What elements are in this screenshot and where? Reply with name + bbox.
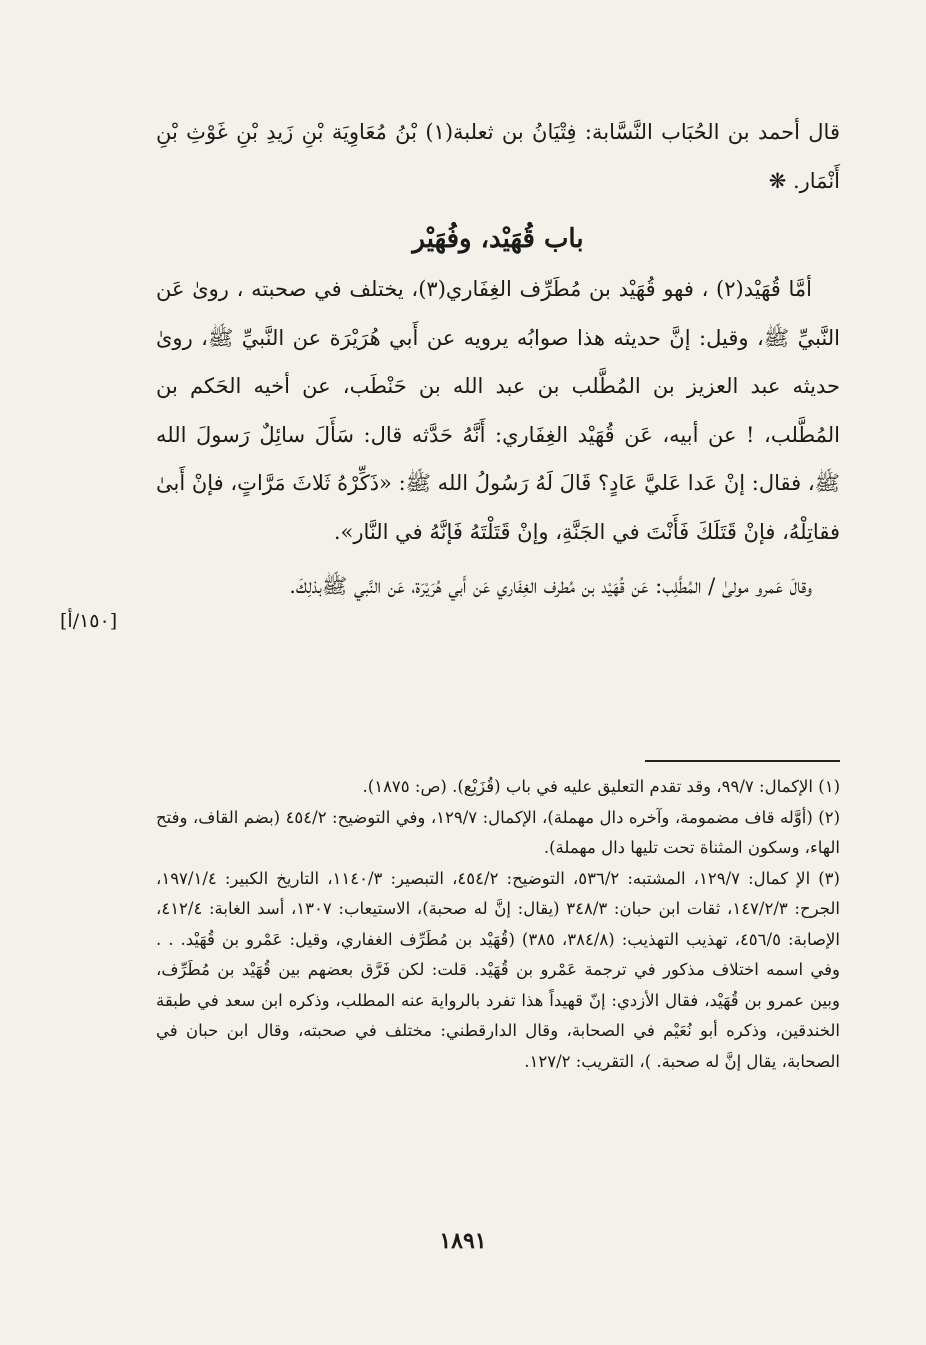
footnote-divider [645,760,840,762]
page-number: ١٨٩١ [439,1228,487,1254]
manuscript-folio-reference: [١٥٠/أ] [60,610,118,632]
main-text [156,108,840,611]
footnote-1: (١) الإكمال: ٩٩/٧، وقد تقدم التعليق عليه في باب (قُزَيْع). (ص: ١٨٧٥). [362,777,840,796]
footnotes [156,772,840,1077]
section-heading: باب قُهَيْد، وفُهَيْر [412,224,584,254]
footnote-2: (٢) (أوَّله قاف مضمومة، وآخره دال مهملة)، الإكمال: ١٢٩/٧، وفي التوضيح: ٤٥٤/٢ (بضم القاف، وفتح الهاء، وسكون المثناة تحت تليها دال مهملة). [156,807,841,857]
intro-paragraph: قال أحمد بن الحُبَاب النَّسَّابة: فِتْيَانُ بن ثعلبة(١) بْنُ مُعَاوِيَة بْنِ زَيدِ بْنِ غَوْثِ بْنِ أَنْمَار. ❋ [156,120,840,193]
footnote-3: (٣) الإ كمال: ١٢٩/٧، المشتبه: ٥٣٦/٢، التوضيح: ٤٥٤/٢، التبصير: ١١٤٠/٣، التاريخ الكبير: ١٩٧/١/٤، الجرح: ١٤٧/٢/٣، ثقات ابن حبان: ٣٤٨/٣ (يقال: إنَّ له صحبة)، الاستيعاب: ١٣٠٧، أسد الغابة: ٤١٢/٤، الإصابة: ٤٥٦/٥، تهذيب التهذيب: (٣٨٤/٨، ٣٨٥) (قُهَيْد بن مُطَرِّف الغفاري، وقيل: عَمْرو بن قُهَيْد. . . وفي اسمه اختلاف مذكور في ترجمة عَمْرو بن قُهَيْد. قلت: لكن فَرَّق بعضهم بين قُهَيْد بن مُطَرِّف، وبين عمرو بن قُهَيْد، فقال الأزدي: إنّ قهيداً هذا تفرد بالرواية عنه المطلب، وذكره ابن سعد في طبقة الخندقين، وذكره أبو نُعَيْم في الصحابة، وقال الدارقطني: مختلف في صحبته، وقال ابن حبان في الصحابة، يقال إنَّ له صحبة. )، التقريب: ١٢٧/٢. [156,868,840,1071]
body-paragraph-2: وقالَ عَمرو مولىٰ / المُطَّلِب: عَن قُهَيْد بن مُطرف الغِفَاري عَن أَبي هُرَيْرَة، عَن النَّبي ﷺبذلِكَ. [289,574,812,598]
body-paragraph-1: أمَّا قُهَيْد(٢) ، فهو قُهَيْد بن مُطَرِّف الغِفَاري(٣)، يختلف في صحبته ، روىٰ عَن النَّبيِّ ﷺ، وقيل: إنَّ حديثه هذا صوابُه يرويه عن أَبي هُرَيْرَة عن النَّبيِّ ﷺ، روىٰ حديثه عبد العزيز بن المُطَّلب بن عبد الله بن حَنْطَب، عن أخيه الحَكم بن المُطَّلب، ! عن أبيه، عَن قُهَيْد الغِفَاري: أَنَّهُ حَدَّثه قال: سَأَلَ سائِلٌ رَسولَ الله ﷺ، فقال: إنْ عَدا عَليَّ عَادٍ؟ قَالَ لَهُ رَسُولُ الله ﷺ: «ذَكِّرْهُ ثَلاثَ مَرَّاتٍ، فإنْ أَبىٰ فقاتِلْهُ، فإنْ قَتَلَكَ فَأَنْتَ في الجَنَّةِ، وإنْ قَتَلْتَهُ فَإنَّهُ في النَّار». [156,277,840,544]
